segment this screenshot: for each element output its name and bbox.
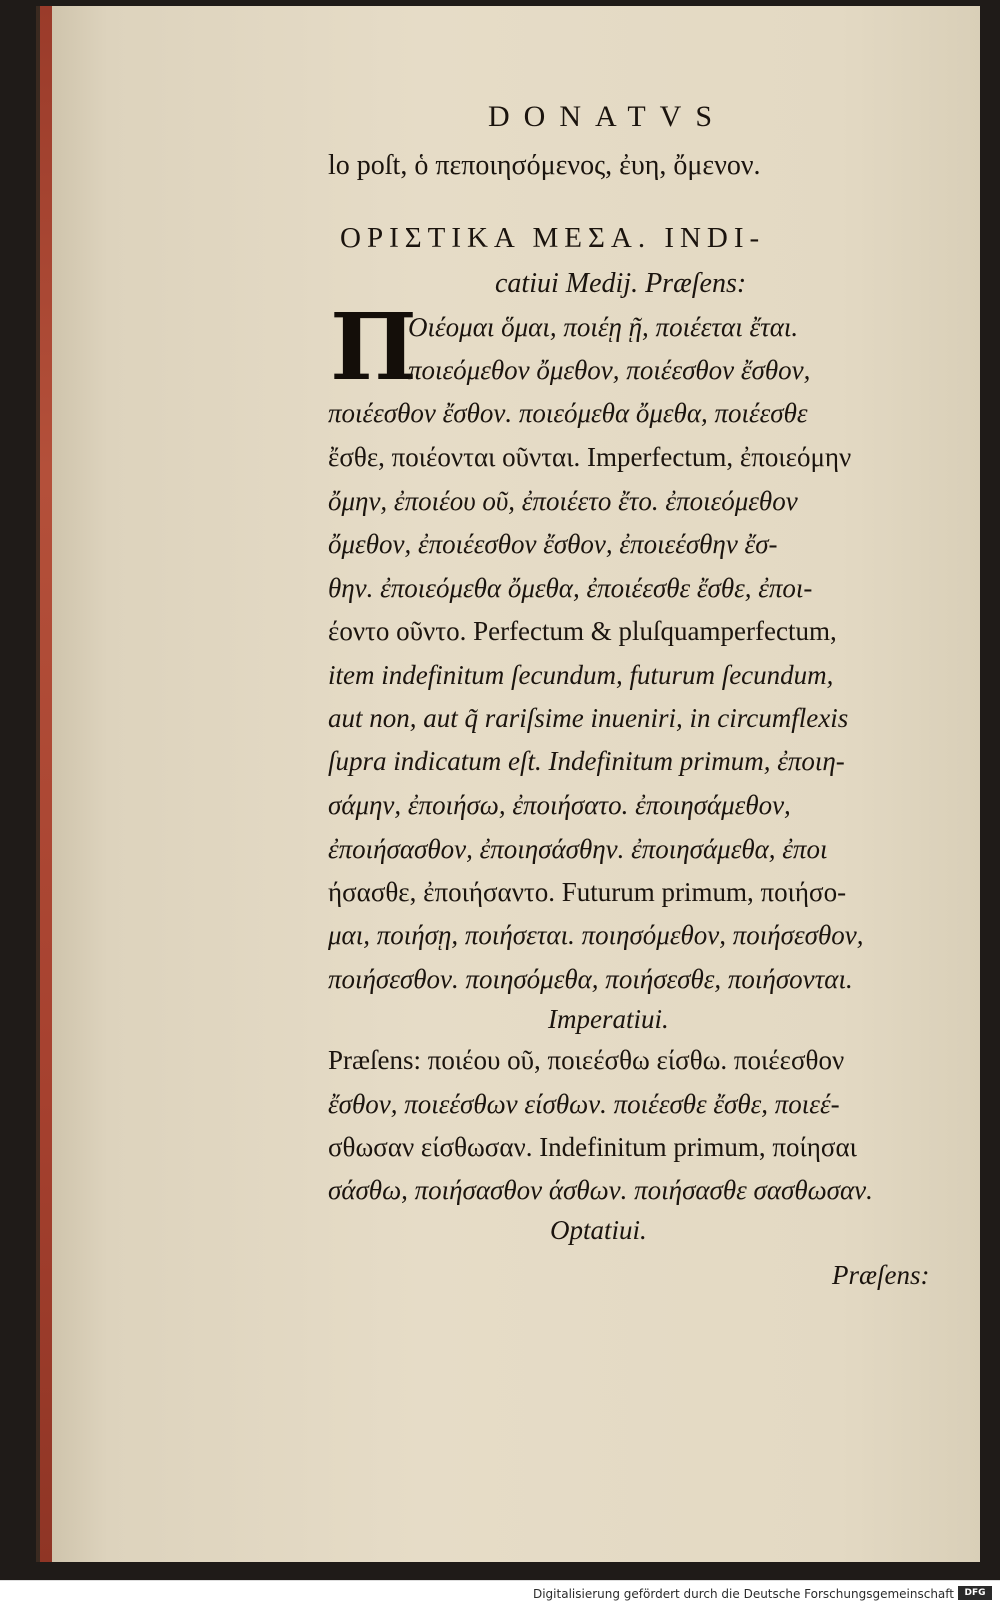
imperative-heading: Imperatiui. xyxy=(548,1004,669,1034)
text-line-13: aut non, aut q̃ rariſsime inueniri, in circumflexis xyxy=(328,703,849,733)
drop-capital: Π xyxy=(330,293,417,401)
text-line-24: σάσθω, ποιήσασθον άσθων. ποιήσασθε σασθωσαν. xyxy=(328,1175,873,1205)
text-line-12: item indefinitum ſecundum, futurum ſecundum, xyxy=(328,660,834,690)
text-line-23: σθωσαν είσθωσαν. Indefinitum primum, ποίησαι xyxy=(328,1132,857,1162)
text-line-1: lo poſt, ὁ πεποιησόμενος, ἐυη, ὄμενον. xyxy=(328,150,761,181)
footer-bar xyxy=(0,1580,1000,1606)
text-line-11: έοντο οῦντο. Perfectum & pluſquamperfectum, xyxy=(328,616,837,646)
section-heading: ΟΡΙΣΤΙΚΑ ΜΕΣΑ. INDI- xyxy=(340,222,766,254)
text-line-9: ὄμεθον, ἐποιέεσθον ἔσθον, ἐποιεέσθην ἔσ- xyxy=(328,529,778,559)
red-page-edge xyxy=(40,6,52,1562)
funding-credit: Digitalisierung gefördert durch die Deutsche Forschungsgemeinschaft xyxy=(532,1587,954,1601)
text-line-15: σάμην, ἐποιήσω, ἐποιήσατο. ἐποιησάμεθον, xyxy=(328,790,791,820)
text-line-4: Οιέομαι ὅμαι, ποιέῃ ῇ, ποιέεται ἔται. xyxy=(408,312,799,342)
text-line-21: Præſens: ποιέου οῦ, ποιεέσθω είσθω. ποιέεσθον xyxy=(328,1045,845,1075)
text-line-7: ἔσθε, ποιέονται οῦνται. Imperfectum, ἐποιεόμην xyxy=(328,442,852,472)
text-line-6: ποιέεσθον ἔσθον. ποιεόμεθα ὄμεθα, ποιέεσθε xyxy=(328,398,808,428)
optative-heading: Optatiui. xyxy=(550,1215,647,1245)
text-line-19: ποιήσεσθον. ποιησόμεθα, ποιήσεσθε, ποιήσονται. xyxy=(328,964,853,994)
section-subheading: catiui Medij. Præſens: xyxy=(495,268,747,299)
text-line-10: θην. ἐποιεόμεθα ὄμεθα, ἐποιέεσθε ἔσθε, ἐποι- xyxy=(328,573,813,603)
running-head: DONATVS xyxy=(488,100,727,133)
text-line-18: μαι, ποιήσῃ, ποιήσεται. ποιησόμεθον, ποιήσεσθον, xyxy=(328,920,864,950)
text-line-22: ἔσθον, ποιεέσθων είσθων. ποιέεσθε ἔσθε, ποιεέ- xyxy=(328,1089,840,1119)
text-line-8: ὄμην, ἐποιέου οῦ, ἐποιέετο ἔτο. ἐποιεόμεθον xyxy=(328,486,798,516)
catchword: Præſens: xyxy=(832,1260,930,1290)
dfg-logo-icon: DFG xyxy=(958,1586,992,1600)
text-line-16: ἐποιήσασθον, ἐποιησάσθην. ἐποιησάμεθα, ἐποι xyxy=(328,834,828,864)
text-line-5: ποιεόμεθον ὄμεθον, ποιέεσθον ἔσθον, xyxy=(408,355,811,385)
text-line-14: ſupra indicatum eſt. Indefinitum primum, ἐποιη- xyxy=(328,746,845,776)
text-line-17: ήσασθε, ἐποιήσαντο. Futurum primum, ποιήσο- xyxy=(328,877,847,907)
